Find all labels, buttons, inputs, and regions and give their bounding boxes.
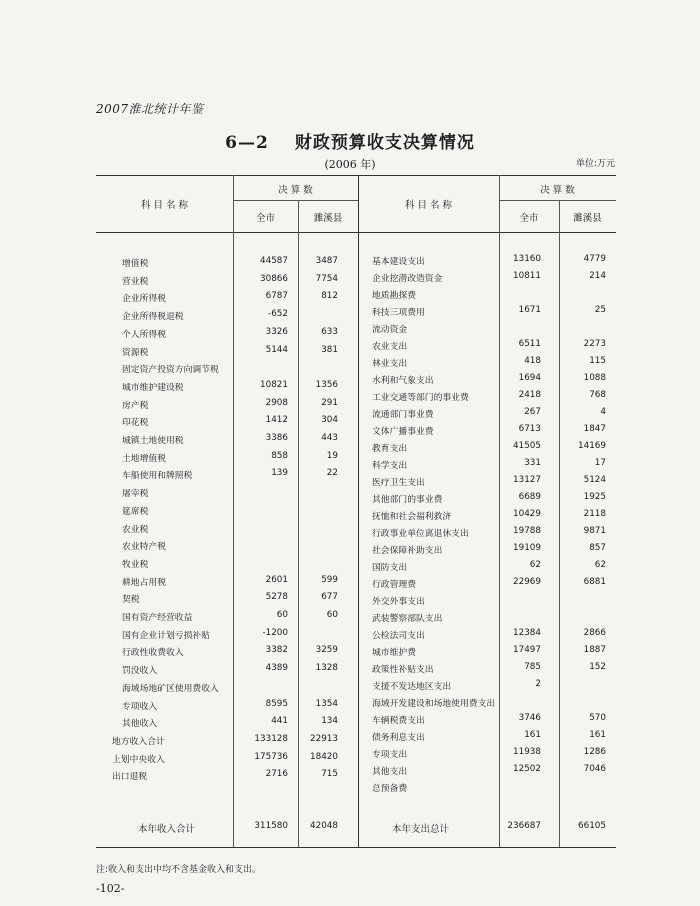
- divider-center: [358, 175, 359, 847]
- income-row-county: 443: [321, 433, 338, 443]
- income-row-county: 715: [321, 769, 338, 780]
- income-row-label: 耕地占用税: [122, 577, 166, 588]
- income-row-county: 633: [321, 326, 338, 337]
- income-row-label: 印花税: [122, 418, 149, 429]
- expense-total-county: 66105: [578, 821, 606, 831]
- income-row-county: 677: [321, 592, 338, 603]
- income-row-city: 4389: [265, 663, 288, 674]
- expense-row-city: 1671: [518, 305, 541, 315]
- expense-row-county: 1286: [583, 747, 606, 757]
- income-row-label: 车船使用和牌照税: [122, 471, 193, 482]
- income-row-city: 175736: [254, 751, 288, 762]
- income-row-label: 地方收入合计: [112, 736, 165, 747]
- expense-row-label: 抚恤和社会福利救济: [372, 512, 452, 522]
- income-row-label: 资源税: [122, 347, 149, 358]
- expense-row-label: 社会保障补助支出: [372, 546, 443, 556]
- expense-row-city: 161: [524, 730, 541, 740]
- expense-row-county: 2866: [583, 628, 606, 638]
- expense-row-city: 13160: [513, 254, 541, 264]
- expense-row-county: 214: [589, 271, 606, 281]
- expense-total-label: 本年支出总计: [392, 824, 450, 835]
- col-city-left: 全市: [255, 213, 275, 224]
- income-row-city: 5278: [265, 592, 288, 603]
- income-row-county: 291: [321, 397, 338, 408]
- expense-row-label: 流通部门事业费: [372, 410, 434, 420]
- expense-row-county: 115: [589, 356, 606, 366]
- expense-row-label: 林业支出: [372, 359, 408, 369]
- expense-row-city: 331: [524, 458, 541, 468]
- expense-row-city: 10429: [513, 509, 541, 519]
- income-row-county: 19: [326, 450, 338, 461]
- expense-row-label: 企业挖潜改造资金: [372, 274, 443, 284]
- col-county-right: 濉溪县: [573, 213, 602, 224]
- expense-row-label: 工业交通等部门的事业费: [372, 393, 469, 403]
- expense-row-county: 857: [589, 543, 606, 553]
- expense-total-city: 236687: [507, 821, 541, 831]
- expense-row-label: 水利和气象支出: [372, 376, 434, 386]
- income-row-label: 农业特产税: [122, 542, 166, 553]
- income-row-label: 上划中央收入: [112, 754, 165, 765]
- income-row-city: 5144: [265, 344, 288, 355]
- table-number: 6—2: [225, 133, 269, 153]
- expense-row-county: 1088: [583, 373, 606, 383]
- expense-row-city: 22969: [513, 577, 541, 587]
- expense-row-label: 其他部门的事业费: [372, 495, 443, 505]
- expense-row-city: 17497: [513, 645, 541, 655]
- income-row-label: 企业所得税退税: [122, 312, 184, 323]
- expense-row-city: 62: [529, 560, 541, 570]
- income-row-city: 2908: [265, 397, 288, 408]
- income-total-county: 42048: [310, 821, 338, 831]
- expense-row-county: 152: [589, 662, 606, 672]
- expense-row-label: 科学支出: [372, 461, 408, 471]
- income-row-label: 牧业税: [122, 559, 149, 570]
- income-row-county: 3487: [315, 256, 338, 266]
- expense-row-label: 科技三项费用: [372, 308, 425, 318]
- income-row-label: 城镇土地使用税: [122, 436, 184, 446]
- group-rule-right: [499, 200, 616, 201]
- income-row-city: 6787: [265, 291, 288, 302]
- header-bottom-rule: [96, 232, 616, 233]
- expense-row-label: 其他支出: [372, 767, 408, 777]
- income-row-city: 1412: [265, 415, 288, 426]
- income-row-city: 2716: [265, 769, 288, 780]
- expense-row-county: 4779: [583, 254, 606, 264]
- income-row-city: 10821: [260, 379, 288, 390]
- income-row-label: 专项收入: [122, 701, 158, 712]
- income-row-city: 441: [271, 716, 288, 727]
- unit-label: 单位:万元: [575, 159, 615, 169]
- expense-row-county: 570: [589, 713, 606, 723]
- expense-row-county: 17: [594, 458, 606, 468]
- table-top-rule: [96, 175, 616, 176]
- expense-row-label: 武装警察部队支出: [372, 614, 443, 624]
- expense-row-city: 19109: [513, 543, 541, 553]
- income-row-city: 139: [271, 468, 288, 479]
- expense-row-label: 医疗卫生支出: [372, 478, 425, 488]
- income-row-city: -1200: [262, 627, 288, 638]
- expense-row-county: 5124: [583, 475, 606, 485]
- expense-row-city: 785: [524, 662, 541, 672]
- income-row-label: 其他收入: [122, 719, 158, 730]
- income-row-label: 罚没收入: [122, 666, 158, 677]
- income-row-county: 381: [321, 344, 338, 355]
- group-rule-left: [233, 200, 358, 201]
- expense-row-county: 9871: [583, 526, 606, 536]
- income-row-city: 133128: [254, 733, 288, 744]
- expense-row-label: 基本建设支出: [372, 257, 425, 267]
- income-row-label: 增值税: [122, 259, 149, 269]
- income-row-county: 599: [321, 574, 338, 585]
- income-row-label: 固定资产投资方向调节税: [122, 365, 219, 376]
- income-row-city: -652: [268, 309, 288, 320]
- expense-row-county: 161: [589, 730, 606, 740]
- expense-row-county: 1925: [583, 492, 606, 502]
- expense-row-label: 城市维护费: [372, 648, 416, 658]
- col-county-left: 濉溪县: [313, 213, 343, 224]
- expense-row-label: 支援不发达地区支出: [372, 682, 452, 692]
- income-row-city: 60: [276, 610, 288, 620]
- expense-row-county: 1887: [583, 645, 606, 655]
- income-row-city: 3326: [265, 326, 288, 337]
- expense-row-county: 14169: [578, 441, 606, 451]
- income-row-city: 44587: [260, 256, 288, 266]
- expense-row-county: 2273: [583, 339, 606, 349]
- income-row-county: 22: [326, 468, 338, 479]
- expense-row-city: 6689: [518, 492, 541, 502]
- income-row-city: 3382: [265, 645, 288, 656]
- expense-row-label: 专项支出: [372, 750, 408, 760]
- expense-row-county: 768: [589, 390, 606, 400]
- expense-row-county: 2118: [583, 509, 606, 519]
- expense-row-county: 6881: [583, 577, 606, 587]
- page-number: -102-: [96, 882, 125, 895]
- expense-row-county: 62: [594, 560, 606, 570]
- income-row-label: 个人所得税: [122, 329, 166, 340]
- expense-row-city: 3746: [518, 713, 541, 723]
- expense-row-county: 1847: [583, 424, 606, 434]
- col-group-right: 决 算 数: [540, 185, 575, 196]
- income-row-label: 海域场地矿区使用费收入: [122, 683, 219, 694]
- income-row-county: 1354: [315, 698, 338, 709]
- expense-row-city: 41505: [513, 441, 541, 451]
- income-row-label: 国有企业计划亏损补贴: [122, 630, 210, 641]
- expense-row-city: 2418: [518, 390, 541, 400]
- income-row-label: 农业税: [122, 524, 149, 535]
- income-row-county: 304: [321, 415, 338, 426]
- expense-row-city: 6713: [518, 424, 541, 434]
- expense-row-city: 13127: [513, 475, 541, 485]
- expense-row-label: 农业支出: [372, 342, 408, 352]
- income-row-city: 2601: [265, 574, 288, 585]
- col-item-name-left: 科 目 名 称: [140, 200, 189, 211]
- col-item-name-right: 科 目 名 称: [404, 200, 453, 211]
- col-city-right: 全市: [519, 213, 539, 224]
- expense-row-city: 267: [524, 407, 541, 417]
- expense-row-city: 12384: [513, 628, 541, 638]
- income-row-label: 出口退税: [112, 772, 148, 783]
- expense-row-label: 车辆税费支出: [372, 716, 425, 726]
- expense-row-label: 公检法司支出: [372, 631, 425, 641]
- table-subtitle: (2006 年): [324, 158, 376, 171]
- expense-row-city: 11938: [513, 747, 541, 757]
- income-row-county: 1328: [315, 663, 338, 674]
- expense-row-label: 外交外事支出: [372, 597, 425, 607]
- footnote: 注:收入和支出中均不含基金收入和支出。: [96, 865, 262, 875]
- expense-row-county: 25: [594, 305, 606, 315]
- income-row-label: 房产税: [122, 400, 149, 411]
- table-bottom-rule: [96, 847, 616, 848]
- expense-row-label: 流动资金: [372, 325, 408, 335]
- expense-row-city: 1694: [518, 373, 541, 383]
- expense-row-city: 418: [524, 356, 541, 366]
- expense-row-city: 6511: [518, 339, 541, 349]
- table-title: [0, 128, 700, 153]
- expense-row-label: 总预备费: [372, 784, 408, 794]
- income-row-label: 筵席税: [122, 506, 149, 517]
- expense-row-label: 文体广播事业费: [372, 427, 434, 437]
- expense-row-county: 4: [600, 407, 606, 417]
- income-row-label: 国有资产经营收益: [122, 613, 193, 623]
- yearbook-header: 2007淮北统计年鉴: [96, 102, 204, 116]
- expense-row-label: 行政事业单位离退休支出: [372, 529, 469, 539]
- expense-row-label: 海域开发建设和场地使用费支出: [372, 699, 496, 709]
- income-row-county: 7754: [315, 273, 338, 284]
- income-row-county: 22913: [310, 733, 338, 744]
- income-row-label: 企业所得税: [122, 294, 166, 305]
- expense-row-city: 10811: [513, 271, 541, 281]
- income-row-county: 3259: [315, 645, 338, 656]
- income-row-label: 土地增值税: [122, 453, 166, 464]
- income-row-label: 营业税: [122, 276, 149, 287]
- expense-row-label: 地质勘探费: [372, 291, 416, 301]
- table-title-text: 财政预算收支决算情况: [294, 133, 475, 153]
- income-row-county: 1356: [315, 379, 338, 390]
- expense-row-label: 政策性补贴支出: [372, 665, 434, 675]
- income-total-label: 本年收入合计: [138, 824, 196, 835]
- income-total-city: 311580: [254, 821, 288, 831]
- expense-row-city: 19788: [513, 526, 541, 536]
- col-group-left: 决 算 数: [278, 185, 313, 196]
- expense-row-label: 国防支出: [372, 563, 408, 573]
- income-row-county: 18420: [310, 751, 338, 762]
- expense-row-label: 债务利息支出: [372, 733, 425, 743]
- expense-row-label: 行政管理费: [372, 580, 416, 590]
- income-row-county: 134: [321, 716, 338, 727]
- income-row-label: 契税: [122, 595, 140, 606]
- income-row-city: 858: [271, 450, 288, 461]
- expense-row-label: 教育支出: [372, 444, 408, 454]
- income-row-city: 30866: [260, 273, 288, 284]
- income-row-city: 3386: [265, 433, 288, 443]
- income-row-label: 城市维护建设税: [122, 382, 184, 393]
- income-row-label: 屠宰税: [122, 489, 149, 500]
- expense-row-county: 7046: [583, 764, 606, 774]
- income-row-county: 812: [321, 291, 338, 302]
- income-row-county: 60: [326, 610, 338, 620]
- expense-row-city: 2: [535, 679, 541, 689]
- expense-row-city: 12502: [513, 764, 541, 774]
- income-row-city: 8595: [265, 698, 288, 709]
- income-row-label: 行政性收费收入: [122, 648, 184, 659]
